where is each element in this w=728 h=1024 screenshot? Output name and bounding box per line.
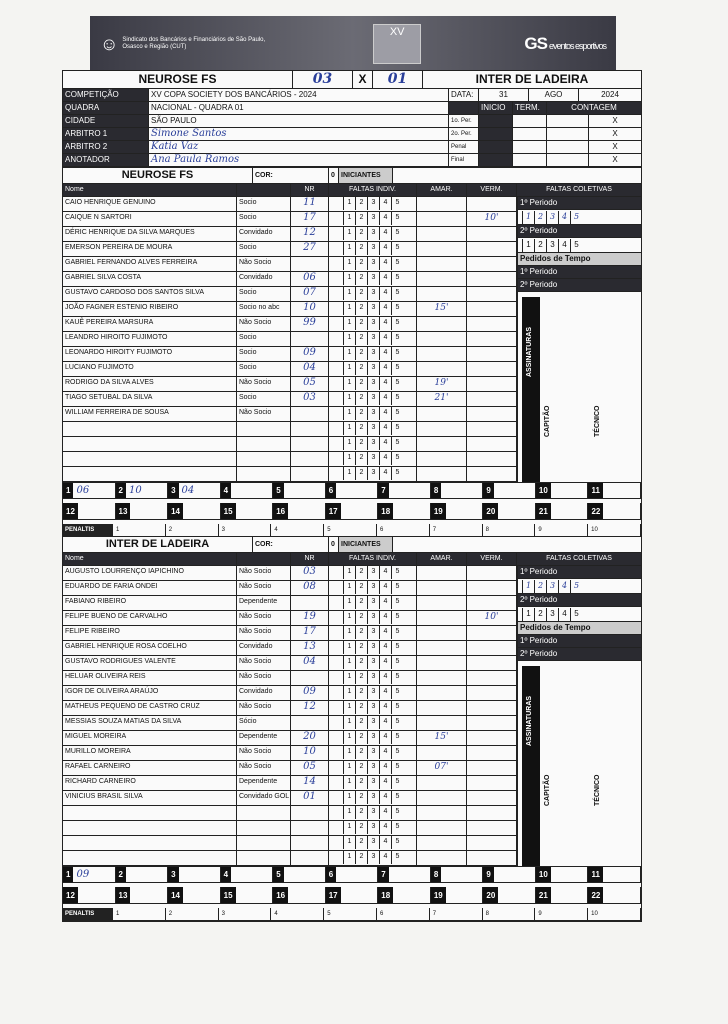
goal-cell: 17 bbox=[326, 503, 379, 519]
player-row: EDUARDO DE FARIA ONDEI Não Socio 08 1 2 3 4 5 bbox=[63, 581, 641, 596]
goal-cell: 18 bbox=[378, 887, 431, 903]
player-row: 1 2 3 4 5 bbox=[63, 821, 641, 836]
player-row: DÉRIC HENRIQUE DA SILVA MARQUES Convidado 12 1 2 3 4 5 bbox=[63, 227, 641, 242]
goal-cell: 3 bbox=[168, 867, 221, 882]
player-row: GUSTAVO CARDOSO DOS SANTOS SILVA Socio 07 1 2 3 4 5 bbox=[63, 287, 641, 302]
team-name: NEUROSE FS bbox=[63, 168, 253, 183]
player-row: GABRIEL HENRIQUE ROSA COELHO Convidado 13 1 2 3 4 5 bbox=[63, 641, 641, 656]
away-score: 01 bbox=[373, 71, 423, 88]
goal-cell: 11 bbox=[588, 867, 641, 882]
player-row: 1 2 3 4 5 bbox=[63, 836, 641, 851]
goal-cell: 13 bbox=[116, 887, 169, 903]
player-row: 1 2 3 4 5 bbox=[63, 422, 641, 437]
coach-label: TÉCNICO bbox=[594, 405, 601, 437]
goal-cell: 16 bbox=[273, 887, 326, 903]
union-logo: ☺ Sindicato dos Bancários e Financiários de São Paulo, Osasco e Região (CUT) bbox=[100, 33, 266, 54]
player-row: EMERSON PEREIRA DE MOURA Socio 27 1 2 3 4 5 bbox=[63, 242, 641, 257]
goal-cell: 18 bbox=[378, 503, 431, 519]
goal-cell: 4 bbox=[221, 483, 274, 498]
period-row: Penal X bbox=[449, 141, 641, 154]
goal-cell: 12 bbox=[63, 887, 116, 903]
goal-cell: 14 bbox=[168, 887, 221, 903]
player-row: 1 2 3 4 5 bbox=[63, 452, 641, 467]
goal-cell: 10 bbox=[536, 867, 589, 882]
goal-cell: 17 bbox=[326, 887, 379, 903]
goal-cell: 13 bbox=[116, 503, 169, 519]
signature-bar bbox=[522, 297, 540, 482]
goal-cell: 21 bbox=[536, 887, 589, 903]
team-side-panel: 1º Periodo 1 2 3 4 5 2º Periodo 1 2 3 4 5 Pedidos de Tempo 1º Periodo 2º Periodo ASSINATURAS CAPITÃO TÉCNICO bbox=[517, 197, 641, 482]
columns-header: Nome NR FALTAS INDIV. AMAR. VERM. FALTAS COLETIVAS bbox=[63, 184, 641, 197]
home-team: NEUROSE FS bbox=[63, 71, 293, 88]
home-score: 03 bbox=[293, 71, 353, 88]
goal-cell: 7 bbox=[378, 483, 431, 498]
goal-cell: 19 bbox=[431, 887, 484, 903]
player-row: TIAGO SETUBAL DA SILVA Socio 03 1 2 3 4 5 21' bbox=[63, 392, 641, 407]
goal-cell: 4 bbox=[221, 867, 274, 882]
goal-cell: 1 09 bbox=[63, 867, 116, 882]
goal-cell: 9 bbox=[483, 867, 536, 882]
info-row: ANOTADOR Ana Paula Ramos bbox=[63, 154, 448, 167]
score-sheet bbox=[62, 70, 642, 922]
period-row: 1o. Per. X bbox=[449, 115, 641, 128]
player-row: FELIPE BUENO DE CARVALHO Não Socio 19 1 2 3 4 5 10' bbox=[63, 611, 641, 626]
goal-cell: 6 bbox=[326, 867, 379, 882]
player-row: 1 2 3 4 5 bbox=[63, 437, 641, 452]
player-row: AUGUSTO LOURRENÇO IAPICHINO Não Socio 03 1 2 3 4 5 bbox=[63, 566, 641, 581]
info-row: ARBITRO 2 Katia Vaz bbox=[63, 141, 448, 154]
player-row: LEONARDO HIROITY FUJIMOTO Socio 09 1 2 3 4 5 bbox=[63, 347, 641, 362]
assinaturas-label: ASSINATURAS bbox=[526, 695, 533, 746]
goal-cell: 20 bbox=[483, 887, 536, 903]
goal-cell: 15 bbox=[221, 503, 274, 519]
away-team: INTER DE LADEIRA bbox=[475, 72, 589, 86]
info-row: QUADRA NACIONAL - QUADRA 01 bbox=[63, 102, 448, 115]
info-row: COMPETIÇÃO XV COPA SOCIETY DOS BANCÁRIOS - 2024 bbox=[63, 89, 448, 102]
goal-cell: 16 bbox=[273, 503, 326, 519]
goal-cell: 2 10 bbox=[116, 483, 169, 498]
player-row: KAUÊ PEREIRA MARSURA Não Socio 99 1 2 3 4 5 bbox=[63, 317, 641, 332]
player-row: VINICIUS BRASIL SILVA Convidado GOL 01 1 2 3 4 5 bbox=[63, 791, 641, 806]
versus: X bbox=[353, 71, 373, 88]
info-row: CIDADE SÃO PAULO bbox=[63, 115, 448, 128]
player-row: RICHARD CARNEIRO Dependente 14 1 2 3 4 5 bbox=[63, 776, 641, 791]
player-row: LEANDRO HIROITO FUJIMOTO Socio 1 2 3 4 5 bbox=[63, 332, 641, 347]
goal-cell: 8 bbox=[431, 867, 484, 882]
players-table bbox=[63, 566, 641, 866]
header-banner bbox=[90, 16, 616, 72]
team-name: INTER DE LADEIRA bbox=[63, 537, 253, 552]
player-row: FELIPE RIBEIRO Não Socio 17 1 2 3 4 5 bbox=[63, 626, 641, 641]
team-side-panel: 1º Periodo 1 2 3 4 5 2º Periodo 1 2 3 4 5 Pedidos de Tempo 1º Periodo 2º Periodo ASSINATURAS CAPITÃO TÉCNICO bbox=[517, 566, 641, 866]
brand-logo: GS eventos esportivos bbox=[524, 34, 606, 53]
player-row: IGOR DE OLIVEIRA ARAÚJO Convidado 09 1 2 3 4 5 bbox=[63, 686, 641, 701]
player-row: GUSTAVO RODRIGUES VALENTE Não Socio 04 1 2 3 4 5 bbox=[63, 656, 641, 671]
goal-cell: 3 04 bbox=[168, 483, 221, 498]
goal-cell: 10 bbox=[536, 483, 589, 498]
period-row: Final X bbox=[449, 154, 641, 167]
edition-badge: XV bbox=[373, 24, 421, 64]
goal-cell: 9 bbox=[483, 483, 536, 498]
goal-cell: 14 bbox=[168, 503, 221, 519]
columns-header: Nome NR FALTAS INDIV. AMAR. VERM. FALTAS COLETIVAS bbox=[63, 553, 641, 566]
captain-label: CAPITÃO bbox=[544, 405, 551, 437]
player-row: MESSIAS SOUZA MATIAS DA SILVA Sócio 1 2 3 4 5 bbox=[63, 716, 641, 731]
player-row: RAFAEL CARNEIRO Não Socio 05 1 2 3 4 5 07' bbox=[63, 761, 641, 776]
goal-cell: 6 bbox=[326, 483, 379, 498]
period-row: 2o. Per. X bbox=[449, 128, 641, 141]
info-row: ARBITRO 1 Simone Santos bbox=[63, 128, 448, 141]
goal-cell: 7 bbox=[378, 867, 431, 882]
goal-cell: 22 bbox=[588, 503, 641, 519]
goal-cell: 15 bbox=[221, 887, 274, 903]
players-table bbox=[63, 197, 641, 482]
match-row bbox=[63, 71, 641, 89]
player-row: GABRIEL FERNANDO ALVES FERREIRA Não Socio 1 2 3 4 5 bbox=[63, 257, 641, 272]
player-row: FABIANO RIBEIRO Dependente 1 2 3 4 5 bbox=[63, 596, 641, 611]
coach-label: TÉCNICO bbox=[594, 774, 601, 806]
union-icon: ☺ bbox=[100, 33, 119, 54]
goal-cell: 19 bbox=[431, 503, 484, 519]
goal-cell: 2 bbox=[116, 867, 169, 882]
team-inter: INTER DE LADEIRA COR: 0 INICIANTES Nome NR FALTAS INDIV. AMAR. VERM. FALTAS COLETIVAS AUGUSTO LOURRENÇO IAPICHINO Não Socio 03 1 2 3 4 5 EDUARDO DE FARIA ONDEI Não Socio 08 1 2 3 4 5 FABIANO RIBEIRO Dependente 1 2 3 4 5 FELIPE BUENO DE CARVALHO Não Socio 19 1 2 3 4 5 10' FELIPE RIBEIRO Não Socio 17 1 2 3 4 5 GABRIEL HENRIQUE ROSA COELHO Convidado 13 1 2 3 4 5 GUSTAVO RODRIGUES VALENTE Não Socio 04 1 2 3 4 5 HELUAR OLIVEIRA REIS Não Socio 1 2 3 4 5 IGOR DE OLIVEIRA ARAÚJO Convidado 09 1 2 3 4 5 MATHEUS PEQUENO DE CASTRO CRUZ Não Socio 12 1 2 3 4 5 MESSIAS SOUZA MATIAS DA SILVA Sócio 1 2 3 4 5 MIGUEL MOREIRA Dependente 20 1 2 3 4 5 15' MURILLO MOREIRA Não Socio 10 1 2 3 4 5 RAFAEL CARNEIRO Não Socio 05 1 2 3 4 5 07' RICHARD CARNEIRO Dependente 14 1 2 3 4 5 VINICIUS BRASIL SILVA Convidado GOL 01 1 2 3 4 5 1 2 3 4 5 1 2 3 4 5 1 2 3 4 5 1 2 3 4 5 1º Periodo 1 2 3 4 5 2º Periodo 1 2 3 4 5 Pedidos de Tempo 1º Periodo 2º Periodo ASSINATURAS CAPITÃO TÉCNICO 1 09 2 3 4 5 6 7 8 9 10 11 12 13 14 15 16 17 18 19 20 21 22 PENALTIS 1 2 3 4 5 6 7 8 9 10 bbox=[63, 537, 641, 921]
player-row: MATHEUS PEQUENO DE CASTRO CRUZ Não Socio 12 1 2 3 4 5 bbox=[63, 701, 641, 716]
player-row: HELUAR OLIVEIRA REIS Não Socio 1 2 3 4 5 bbox=[63, 671, 641, 686]
team-neurose: NEUROSE FS COR: 0 INICIANTES Nome NR FALTAS INDIV. AMAR. VERM. FALTAS COLETIVAS CAIO HENRIQUE GENUINO Socio 11 1 2 3 4 5 CAIQUE N SARTORI Socio 17 1 2 3 4 5 10' DÉRIC HENRIQUE DA SILVA MARQUES Convidado 12 1 2 3 4 5 EMERSON PEREIRA DE MOURA Socio 27 1 2 3 4 5 GABRIEL FERNANDO ALVES FERREIRA Não Socio 1 2 3 4 5 GABRIEL SILVA COSTA Convidado 06 1 2 3 4 5 GUSTAVO CARDOSO DOS SANTOS SILVA Socio 07 1 2 3 4 5 JOÃO FAGNER ESTENIO RIBEIRO Socio no abc 10 1 2 3 4 5 15' KAUÊ PEREIRA MARSURA Não Socio 99 1 2 3 4 5 LEANDRO HIROITO FUJIMOTO Socio 1 2 3 4 5 LEONARDO HIROITY FUJIMOTO Socio 09 1 2 3 4 5 LUCIANO FUJIMOTO Socio 04 1 2 3 4 5 RODRIGO DA SILVA ALVES Não Socio 05 1 2 3 4 5 19' TIAGO SETUBAL DA SILVA Socio 03 1 2 3 4 5 21' WILLIAM FERREIRA DE SOUSA Não Socio 1 2 3 4 5 1 2 3 4 5 1 2 3 4 5 1 2 3 4 5 1 2 3 4 5 1º Periodo 1 2 3 4 5 2º Periodo 1 2 3 4 5 Pedidos de Tempo 1º Periodo 2º Periodo ASSINATURAS CAPITÃO TÉCNICO 1 06 2 10 3 04 4 5 6 7 8 9 10 11 12 13 14 15 16 17 18 19 20 21 22 PENALTIS 1 2 3 4 5 6 7 8 9 10 bbox=[63, 168, 641, 537]
goal-cell: 11 bbox=[588, 483, 641, 498]
captain-label: CAPITÃO bbox=[544, 774, 551, 806]
date-block: DATA: 31 AGO 2024 INICIO TERM. CONTAGEM 1o. Per. X 2o. Per. X Penal X Final X bbox=[449, 89, 641, 167]
goal-cell: 21 bbox=[536, 503, 589, 519]
player-row: MIGUEL MOREIRA Dependente 20 1 2 3 4 5 15' bbox=[63, 731, 641, 746]
player-row: GABRIEL SILVA COSTA Convidado 06 1 2 3 4 5 bbox=[63, 272, 641, 287]
goal-cell: 5 bbox=[273, 867, 326, 882]
player-row: RODRIGO DA SILVA ALVES Não Socio 05 1 2 3 4 5 19' bbox=[63, 377, 641, 392]
player-row: MURILLO MOREIRA Não Socio 10 1 2 3 4 5 bbox=[63, 746, 641, 761]
goal-cell: 5 bbox=[273, 483, 326, 498]
goal-cell: 20 bbox=[483, 503, 536, 519]
goal-cell: 1 06 bbox=[63, 483, 116, 498]
player-row: LUCIANO FUJIMOTO Socio 04 1 2 3 4 5 bbox=[63, 362, 641, 377]
goal-cell: 12 bbox=[63, 503, 116, 519]
player-row: JOÃO FAGNER ESTENIO RIBEIRO Socio no abc 10 1 2 3 4 5 15' bbox=[63, 302, 641, 317]
info-block bbox=[63, 89, 641, 168]
player-row: WILLIAM FERREIRA DE SOUSA Não Socio 1 2 3 4 5 bbox=[63, 407, 641, 422]
goal-cell: 22 bbox=[588, 887, 641, 903]
info-list bbox=[63, 89, 449, 167]
player-row: CAIQUE N SARTORI Socio 17 1 2 3 4 5 10' bbox=[63, 212, 641, 227]
goal-cell: 8 bbox=[431, 483, 484, 498]
player-row: 1 2 3 4 5 bbox=[63, 851, 641, 866]
player-row: 1 2 3 4 5 bbox=[63, 806, 641, 821]
player-row: 1 2 3 4 5 bbox=[63, 467, 641, 482]
player-row: CAIO HENRIQUE GENUINO Socio 11 1 2 3 4 5 bbox=[63, 197, 641, 212]
assinaturas-label: ASSINATURAS bbox=[526, 326, 533, 377]
